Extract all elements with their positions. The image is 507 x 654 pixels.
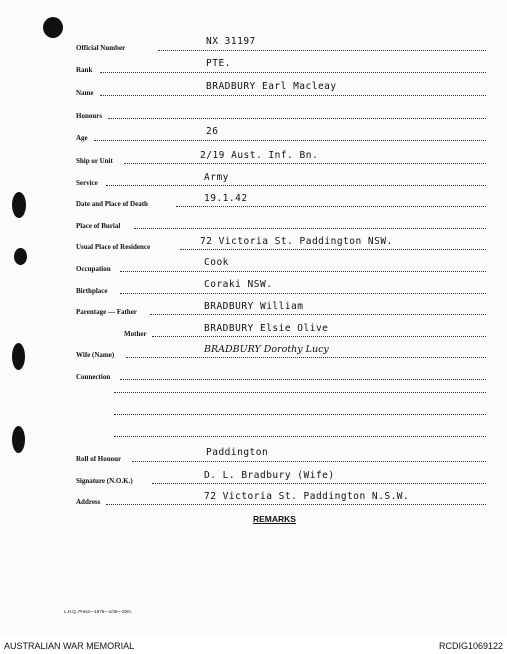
value-address: 72 Victoria St. Paddington N.S.W. <box>204 491 410 502</box>
field-official-number <box>76 38 486 52</box>
value-roll-of-honour: Paddington <box>206 447 269 458</box>
label-rank: Rank <box>76 66 93 74</box>
value-service: Army <box>204 172 229 183</box>
label-service: Service <box>76 179 98 187</box>
value-usual-residence: 72 Victoria St. Paddington NSW. <box>200 236 393 247</box>
label-date-place-death: Date and Place of Death <box>76 200 148 208</box>
field-mother <box>76 324 486 338</box>
punch-hole <box>43 17 63 38</box>
field-occupation <box>76 259 486 273</box>
field-rank <box>76 60 486 74</box>
field-signature <box>76 471 486 485</box>
field-wife <box>76 345 486 359</box>
label-honours: Honours <box>76 112 103 120</box>
field-ship-or-unit <box>76 151 486 165</box>
label-name: Name <box>76 89 94 97</box>
field-date-place-death <box>76 194 486 208</box>
field-address <box>76 492 486 506</box>
footer-record-id: RCDIG1069122 <box>438 641 503 651</box>
label-wife: Wife (Name) <box>76 351 115 359</box>
field-roll-of-honour <box>76 449 486 463</box>
field-place-of-burial <box>76 216 486 230</box>
value-birthplace: Coraki NSW. <box>204 279 273 290</box>
value-occupation: Cook <box>204 257 229 268</box>
value-mother: BRADBURY Elsie Olive <box>204 323 329 334</box>
footer-archive-name: AUSTRALIAN WAR MEMORIAL <box>4 641 135 651</box>
value-rank: PTE. <box>206 58 231 69</box>
value-signature: D. L. Bradbury (Wife) <box>204 470 335 481</box>
value-ship-or-unit: 2/19 Aust. Inf. Bn. <box>200 150 319 161</box>
field-age <box>76 128 486 142</box>
connection-line <box>114 436 486 437</box>
connection-line <box>114 414 486 415</box>
field-service <box>76 173 486 187</box>
value-age: 26 <box>206 126 219 137</box>
label-place-of-burial: Place of Burial <box>76 222 121 230</box>
value-wife: BRADBURY Dorothy Lucy <box>204 344 329 355</box>
value-date-place-death: 19.1.42 <box>204 193 248 204</box>
label-signature: Signature (N.O.K.) <box>76 477 133 485</box>
remarks-heading: REMARKS <box>253 514 296 524</box>
field-connection <box>76 367 486 381</box>
label-age: Age <box>76 134 88 142</box>
label-connection: Connection <box>76 373 111 381</box>
label-roll-of-honour: Roll of Honour <box>76 455 122 463</box>
label-occupation: Occupation <box>76 265 111 273</box>
punch-hole <box>12 192 26 218</box>
label-father: Parentage — Father <box>76 308 137 316</box>
value-father: BRADBURY William <box>204 301 304 312</box>
field-name <box>76 83 486 97</box>
field-father <box>76 302 486 316</box>
label-usual-residence: Usual Place of Residence <box>76 243 151 251</box>
punch-hole <box>12 343 25 370</box>
field-birthplace <box>76 281 486 295</box>
label-address: Address <box>76 498 101 506</box>
label-official-number: Official Number <box>76 44 126 52</box>
value-official-number: NX 31197 <box>206 36 256 47</box>
connection-line <box>114 392 486 393</box>
punch-hole <box>12 426 25 453</box>
label-ship-or-unit: Ship or Unit <box>76 157 113 165</box>
value-name: BRADBURY Earl Macleay <box>206 81 337 92</box>
punch-hole <box>14 248 27 265</box>
field-honours <box>76 106 486 120</box>
label-birthplace: Birthplace <box>76 287 108 295</box>
field-usual-residence <box>76 237 486 251</box>
label-mother: Mother <box>124 330 147 338</box>
printer-note: L.H.Q. Press—1976—1/45—20m. <box>64 609 133 614</box>
